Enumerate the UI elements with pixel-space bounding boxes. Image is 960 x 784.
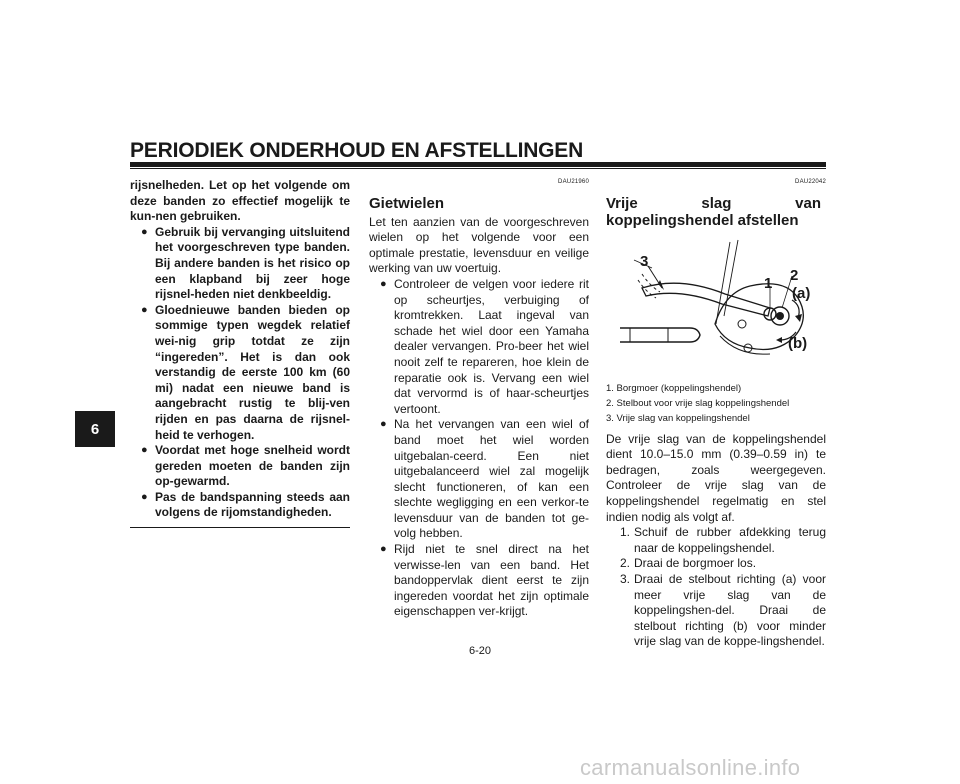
- bullet-icon: ●: [380, 543, 387, 556]
- chapter-tab: 6: [75, 411, 115, 447]
- header-rule: [130, 162, 826, 167]
- figure-label-a: (a): [792, 285, 811, 302]
- bullet-icon: ●: [141, 225, 148, 238]
- clutch-lever-illustration: [620, 236, 830, 366]
- section-end-rule: [130, 527, 350, 528]
- tires-intro: rijsnelheden. Let op het volgende om deze banden zo effectief mogelijk te kun-nen gebruiken.: [130, 178, 350, 224]
- page-header-title: PERIODIEK ONDERHOUD EN AFSTELLINGEN: [130, 139, 584, 162]
- figure-caption-2: 2. Stelbout voor vrije slag koppelingshendel: [606, 397, 790, 409]
- figure-caption-3: 3. Vrije slag van koppelingshendel: [606, 412, 750, 424]
- section-code: DAU21960: [558, 179, 589, 185]
- figure-label-2: 2: [790, 267, 799, 284]
- bullet-icon: ●: [141, 444, 148, 457]
- wheels-intro: Let ten aanzien van de voorgeschreven wielen op het volgende voor een optimale prestatie, levensduur en veilige werking van uw voertuig.: [369, 214, 589, 276]
- bullet-icon: ●: [141, 490, 148, 503]
- list-item: ● Pas de bandspanning steeds aan volgens de rijomstandigheden.: [141, 489, 350, 520]
- list-item: 3. Draai de stelbout richting (a) voor meer vrije slag van de koppelingshen-del. Draai de stelbout richting (b) voor minder vrije slag van de koppe-lingshendel.: [620, 571, 826, 649]
- figure-label-1: 1: [764, 275, 773, 292]
- list-item: ● Gloednieuwe banden bieden op sommige typen wegdek relatief wei-nig grip totdat ze zijn “ingereden”. Het is dan ook verstandig de eerste 100 km (60 mi) nadat een nieuwe band is aangebracht rustig te blij-ven rijden en pas daarna de rijsnel-heid te verhogen.: [141, 302, 350, 442]
- list-item: ● Voordat met hoge snelheid wordt gereden moeten de banden zijn op-gewarmd.: [141, 443, 350, 489]
- list-item: ● Rijd niet te snel direct na het verwisse-len van een band. Het bandoppervlak dient eerst te zijn ingereden voordat het zijn optimale eigenschappen ver-krijgt.: [380, 542, 589, 619]
- header-rule-thin: [130, 168, 826, 169]
- section-heading: Gietwielen: [369, 194, 445, 212]
- list-item: 1. Schuif de rubber afdekking terug naar de koppelingshendel.: [620, 525, 826, 555]
- figure-caption-1: 1. Borgmoer (koppelingshendel): [606, 382, 742, 394]
- list-item: ● Gebruik bij vervanging uitsluitend het voorgeschreven type banden. Bij andere banden is het risico op een klapband bij zeer hoge rijsnel-heden niet denkbeeldig.: [141, 224, 350, 302]
- figure-label-b: (b): [788, 335, 808, 352]
- column-wheels: [369, 175, 589, 620]
- bullet-icon: ●: [380, 418, 387, 431]
- column-tires: [130, 178, 350, 528]
- watermark: carmanualsonline.info: [580, 755, 801, 780]
- page-number: 6-20: [468, 645, 492, 657]
- figure-label-3: 3: [640, 253, 649, 270]
- bullet-icon: ●: [141, 303, 148, 316]
- clutch-body: De vrije slag van de koppelingshendel dient 10.0–15.0 mm (0.39–0.59 in) te bedragen, zoals weergegeven. Controleer de vrije slag van de koppelingshendel regelmatig en stel indien nodig als volgt af.: [606, 431, 826, 524]
- section-code: DAU22042: [795, 179, 826, 185]
- list-item: ● Controleer de velgen voor iedere rit op scheurtjes, verbuiging of kromtrekken. Laat ingeval van schade het wiel door een Yamaha dealer vervangen. Pro-beer het wiel nooit zelf te repareren, hoe klein de reparatie ook is. Vervang een wiel dat vervormd is of haar-scheurtjes vertoont.: [380, 276, 589, 416]
- bullet-icon: ●: [380, 277, 387, 290]
- list-item: 2. Draai de borgmoer los.: [620, 556, 757, 571]
- list-item: ● Na het vervangen van een wiel of band moet het wiel worden uitgebalan-ceerd. Een niet uitgebalanceerd wiel zal mogelijk slecht functioneren, of kan een slechte wegligging en een verkor-te levensduur van de banden tot ge-volg hebben.: [380, 417, 589, 541]
- section-heading: Vrije slag van koppelingshendel afstellen: [606, 194, 821, 229]
